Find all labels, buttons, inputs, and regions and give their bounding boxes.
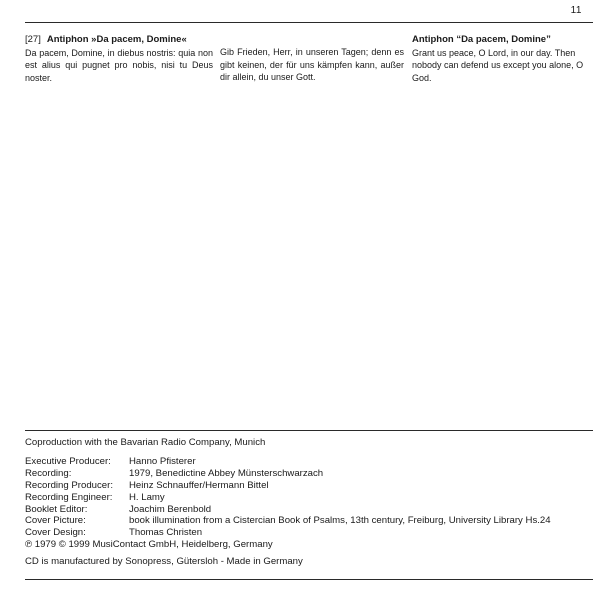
credit-label: Recording Engineer:: [25, 491, 113, 503]
credit-row: [25, 456, 593, 468]
credit-label: Cover Picture:: [25, 515, 86, 527]
german-column: [220, 46, 404, 84]
english-text: Grant us peace, O Lord, in our day. Then nobody can defend us except you alone, O God.: [412, 47, 584, 83]
credit-value: Thomas Christen: [129, 527, 203, 539]
credits-top-rule: [25, 430, 593, 431]
credit-value: Hanno Pfisterer: [129, 455, 196, 467]
credit-row: [25, 468, 593, 480]
credit-value: Heinz Schnauffer/Hermann Bittel: [129, 479, 269, 491]
credit-label: Recording Producer:: [25, 479, 113, 491]
credit-row: [25, 480, 593, 492]
credit-label: Booklet Editor:: [25, 503, 88, 515]
english-column: [412, 34, 592, 84]
german-text: Gib Frieden, Herr, in unseren Tagen; denn es gibt keinen, der für uns kämpfen kann, außer dir allein, du unser Gott.: [220, 47, 404, 82]
copyright-line: ℗ 1979 © 1999 MusiContact GmbH, Heidelberg, Germany: [25, 539, 273, 551]
credit-row: [25, 527, 593, 539]
credit-value: H. Lamy: [129, 491, 165, 503]
credit-row: [25, 492, 593, 504]
coproduction-note: Coproduction with the Bavarian Radio Company, Munich: [25, 437, 266, 448]
latin-text: Da pacem, Domine, in diebus nostris: quia non est alius qui pugnet pro nobis, nisi tu Deus noster.: [25, 47, 213, 83]
credit-value: Joachim Berenbold: [129, 503, 212, 515]
latin-title: Antiphon »Da pacem, Domine«: [46, 34, 187, 45]
track-number: [27]: [25, 34, 41, 45]
bottom-rule: [25, 579, 593, 580]
credit-value: 1979, Benedictine Abbey Münsterschwarzach: [129, 467, 324, 479]
credit-label: Cover Design:: [25, 527, 86, 539]
page-number: 11: [570, 5, 582, 16]
credit-row: [25, 504, 593, 516]
english-title: Antiphon “Da pacem, Domine”: [412, 34, 551, 45]
latin-heading: [25, 34, 213, 47]
credit-label: Recording:: [25, 467, 72, 479]
credits-block: [25, 437, 593, 568]
manufactured-note: CD is manufactured by Sonopress, Gütersloh - Made in Germany: [25, 556, 303, 568]
top-rule: [25, 22, 593, 23]
latin-column: [25, 34, 213, 84]
credit-row: [25, 515, 593, 527]
credit-value: book illumination from a Cistercian Book of Psalms, 13th century, Freiburg, University Library Hs.24: [129, 515, 551, 527]
credit-label: Executive Producer:: [25, 455, 111, 467]
